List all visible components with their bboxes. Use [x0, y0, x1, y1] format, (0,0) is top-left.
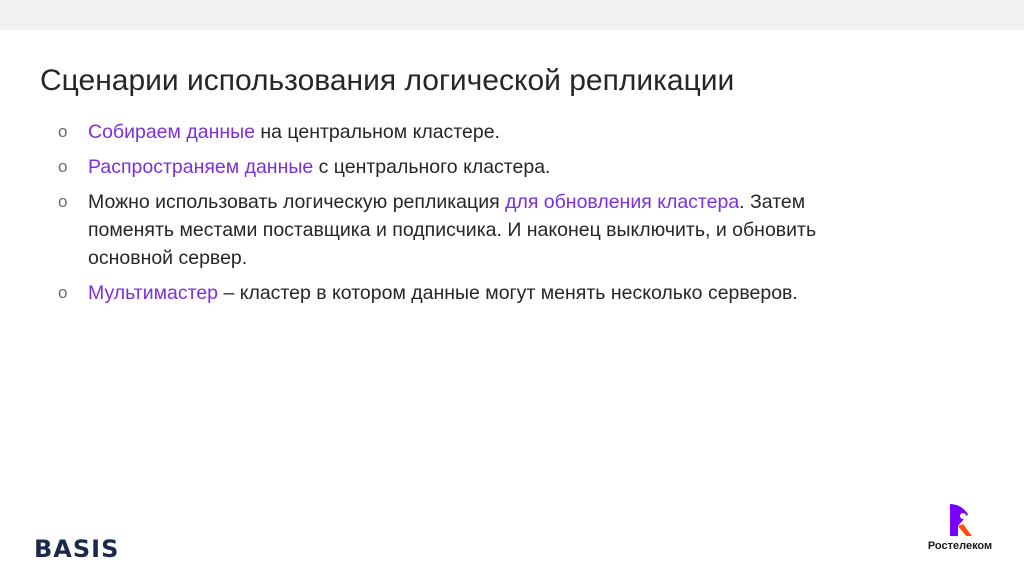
bullet-accent-text: Мультимастер	[88, 282, 219, 304]
top-band	[0, 0, 1024, 30]
bullet-text: Можно использовать логическую репликация	[88, 191, 506, 213]
bullet-circle-icon: o	[58, 192, 68, 211]
basis-logo: BASIS	[34, 535, 120, 563]
bullet-circle-icon: o	[58, 122, 68, 141]
bullet-item	[58, 279, 818, 307]
bullet-accent-text: для обновления кластера	[505, 191, 740, 213]
bullet-accent-text: Собираем данные	[88, 121, 255, 143]
bullet-circle-icon: o	[58, 157, 68, 176]
bullet-accent-text: Распространяем данные	[88, 156, 314, 178]
bullet-item	[58, 118, 818, 146]
rostelecom-logo-text: Ростелеком	[927, 540, 993, 552]
bullet-item	[58, 153, 818, 181]
bullet-list	[58, 118, 818, 314]
bullet-circle-icon: o	[58, 283, 68, 302]
rostelecom-mark-icon	[947, 502, 973, 538]
bullet-text: с центрального кластера.	[313, 156, 551, 178]
bullet-text: – кластер в котором данные могут менять несколько серверов.	[218, 282, 798, 304]
bullet-text: на центральном кластере.	[254, 121, 500, 143]
rostelecom-logo	[920, 502, 1000, 552]
slide-title: Сценарии использования логической репликации	[40, 64, 735, 97]
bullet-text: . Затем поменять местами поставщика и подписчика. И наконец выключить, и обновить основной сервер.	[88, 191, 817, 269]
bullet-item	[58, 188, 818, 272]
